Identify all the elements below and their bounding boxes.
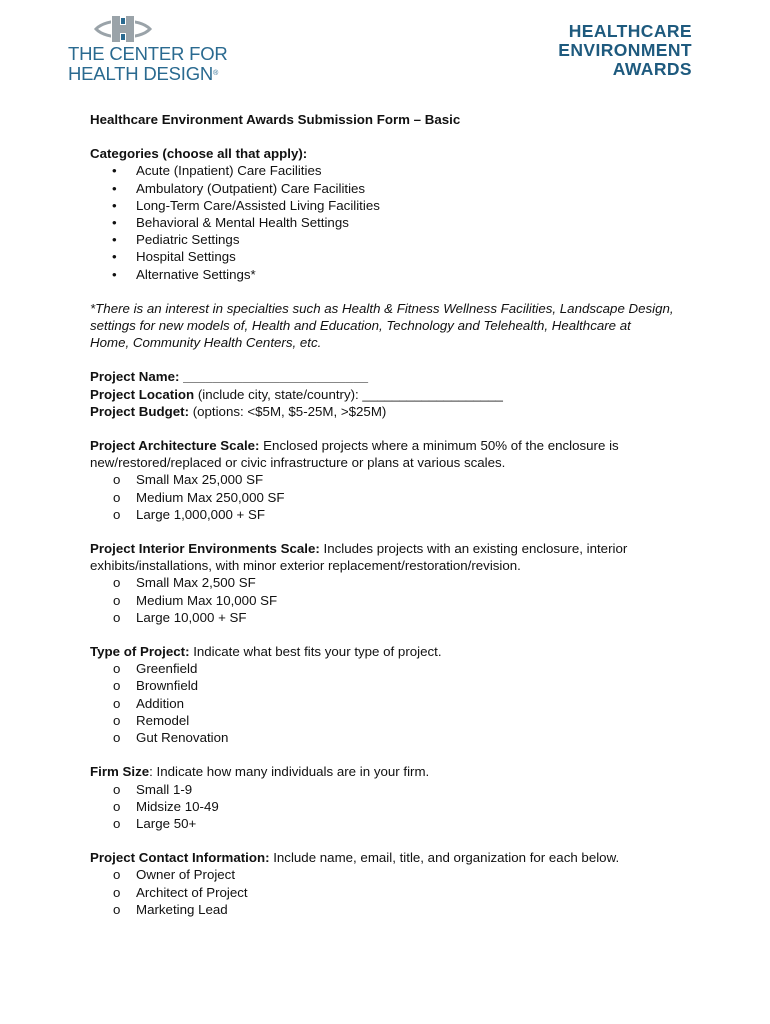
categories-list (90, 162, 710, 282)
project-type-text: Indicate what best fits your type of project. (189, 644, 442, 660)
project-location-rest: (include city, state/country): ___________________ (194, 386, 503, 402)
option-item[interactable] (90, 815, 710, 832)
option-label: Remodel (136, 712, 190, 728)
option-item[interactable] (90, 660, 710, 677)
project-location-field[interactable] (90, 386, 710, 403)
healthcare-environment-awards-logo (558, 22, 692, 79)
option-label: Small Max 25,000 SF (136, 472, 264, 488)
awards-logo-line-3: AWARDS (612, 59, 692, 79)
architecture-scale-text: Enclosed projects where a minimum 50% of the enclosure is (259, 438, 619, 454)
option-item[interactable] (90, 592, 710, 609)
interior-scale-text: Includes projects with an existing enclosure, interior (319, 541, 628, 557)
option-label: Medium Max 10,000 SF (136, 592, 278, 608)
option-marker: o (113, 712, 121, 728)
specialties-note (90, 300, 710, 352)
interior-scale-options (90, 574, 710, 626)
option-marker: o (113, 798, 121, 814)
logo-line-1: THE CENTER FOR (68, 43, 228, 64)
option-item[interactable] (90, 781, 710, 798)
option-label: Large 1,000,000 + SF (136, 506, 266, 522)
option-label: Owner of Project (136, 867, 236, 883)
note-line: *There is an interest in specialties such as Health & Fitness Wellness Facilities, Landscape Design, (90, 300, 674, 316)
project-type-options (90, 660, 710, 746)
project-location-label: Project Location (90, 386, 195, 402)
contact-info-options (90, 866, 710, 918)
category-item: • Behavioral & Mental Health Settings (90, 214, 710, 231)
firm-size-options (90, 781, 710, 833)
option-item[interactable] (90, 489, 710, 506)
option-marker: o (113, 901, 121, 917)
option-item[interactable] (90, 884, 710, 901)
option-label: Large 50+ (136, 815, 197, 831)
option-label: Large 10,000 + SF (136, 609, 247, 625)
awards-logo-line-2: ENVIRONMENT (558, 40, 692, 60)
contact-info-label: Project Contact Information: (90, 850, 270, 866)
option-marker: o (113, 575, 121, 591)
option-label: Marketing Lead (136, 901, 228, 917)
firm-size-label: Firm Size (90, 764, 150, 780)
option-item[interactable] (90, 695, 710, 712)
option-item[interactable] (90, 901, 710, 918)
option-label: Midsize 10-49 (136, 798, 219, 814)
option-marker: o (113, 609, 121, 625)
category-item: • Pediatric Settings (90, 231, 710, 248)
option-label: Medium Max 250,000 SF (136, 489, 285, 505)
logo-line-2: HEALTH DESIGN® (68, 63, 219, 84)
option-label: Small Max 2,500 SF (136, 575, 256, 591)
option-item[interactable] (90, 677, 710, 694)
option-item[interactable] (90, 471, 710, 488)
option-label: Addition (136, 695, 185, 711)
option-marker: o (113, 867, 121, 883)
option-marker: o (113, 781, 121, 797)
option-marker: o (113, 730, 121, 746)
note-line: settings for new models of, Health and Education, Technology and Telehealth, Healthcare at (90, 318, 631, 334)
option-marker: o (113, 489, 121, 505)
option-label: Architect of Project (136, 884, 248, 900)
option-item[interactable] (90, 574, 710, 591)
architecture-scale-description (90, 437, 710, 454)
awards-logo-line-1: HEALTHCARE (568, 21, 692, 41)
categories-heading: Categories (choose all that apply): (90, 146, 308, 162)
interior-scale-description (90, 540, 710, 557)
option-marker: o (113, 506, 121, 522)
project-name-blank: _________________________ (179, 369, 368, 385)
option-item[interactable] (90, 866, 710, 883)
interior-scale-label: Project Interior Environments Scale: (90, 541, 320, 557)
option-marker: o (113, 472, 121, 488)
form-title: Healthcare Environment Awards Submission Form – Basic (90, 112, 461, 127)
interior-scale-text-2: exhibits/installations, with minor exterior replacement/restoration/revision. (90, 558, 521, 574)
logo-h-cross-icon (88, 14, 158, 44)
category-item: • Long-Term Care/Assisted Living Facilities (90, 197, 710, 214)
firm-size-text: : Indicate how many individuals are in your firm. (149, 764, 430, 780)
architecture-scale-label: Project Architecture Scale: (90, 438, 260, 454)
project-type-description (90, 643, 710, 660)
project-name-label: Project Name: (90, 369, 180, 385)
contact-info-text: Include name, email, title, and organization for each below. (269, 850, 620, 866)
option-marker: o (113, 884, 121, 900)
option-item[interactable] (90, 609, 710, 626)
option-item[interactable] (90, 506, 710, 523)
architecture-scale-options (90, 471, 710, 523)
project-budget-options: (options: <$5M, $5-25M, >$25M) (189, 403, 387, 419)
option-item[interactable] (90, 712, 710, 729)
form-body (90, 111, 710, 918)
project-name-field[interactable] (90, 368, 710, 385)
option-label: Gut Renovation (136, 730, 229, 746)
option-marker: o (113, 661, 121, 677)
category-item: • Hospital Settings (90, 248, 710, 265)
project-budget-field[interactable] (90, 403, 710, 420)
category-item: • Ambulatory (Outpatient) Care Facilities (90, 180, 710, 197)
project-type-label: Type of Project: (90, 644, 190, 660)
option-marker: o (113, 678, 121, 694)
center-for-health-design-logo (68, 14, 228, 84)
category-item: • Alternative Settings* (90, 266, 710, 283)
option-marker: o (113, 815, 121, 831)
option-item[interactable] (90, 729, 710, 746)
contact-info-description (90, 849, 710, 866)
option-label: Brownfield (136, 678, 199, 694)
option-marker: o (113, 592, 121, 608)
option-item[interactable] (90, 798, 710, 815)
architecture-scale-text-2: new/restored/replaced or civic infrastructure or plans at various scales. (90, 455, 506, 471)
option-marker: o (113, 695, 121, 711)
note-line: Home, Community Health Centers, etc. (90, 335, 322, 351)
option-label: Greenfield (136, 661, 198, 677)
project-budget-label: Project Budget: (90, 403, 189, 419)
firm-size-description (90, 763, 710, 780)
category-item: • Acute (Inpatient) Care Facilities (90, 162, 710, 179)
option-label: Small 1-9 (136, 781, 193, 797)
